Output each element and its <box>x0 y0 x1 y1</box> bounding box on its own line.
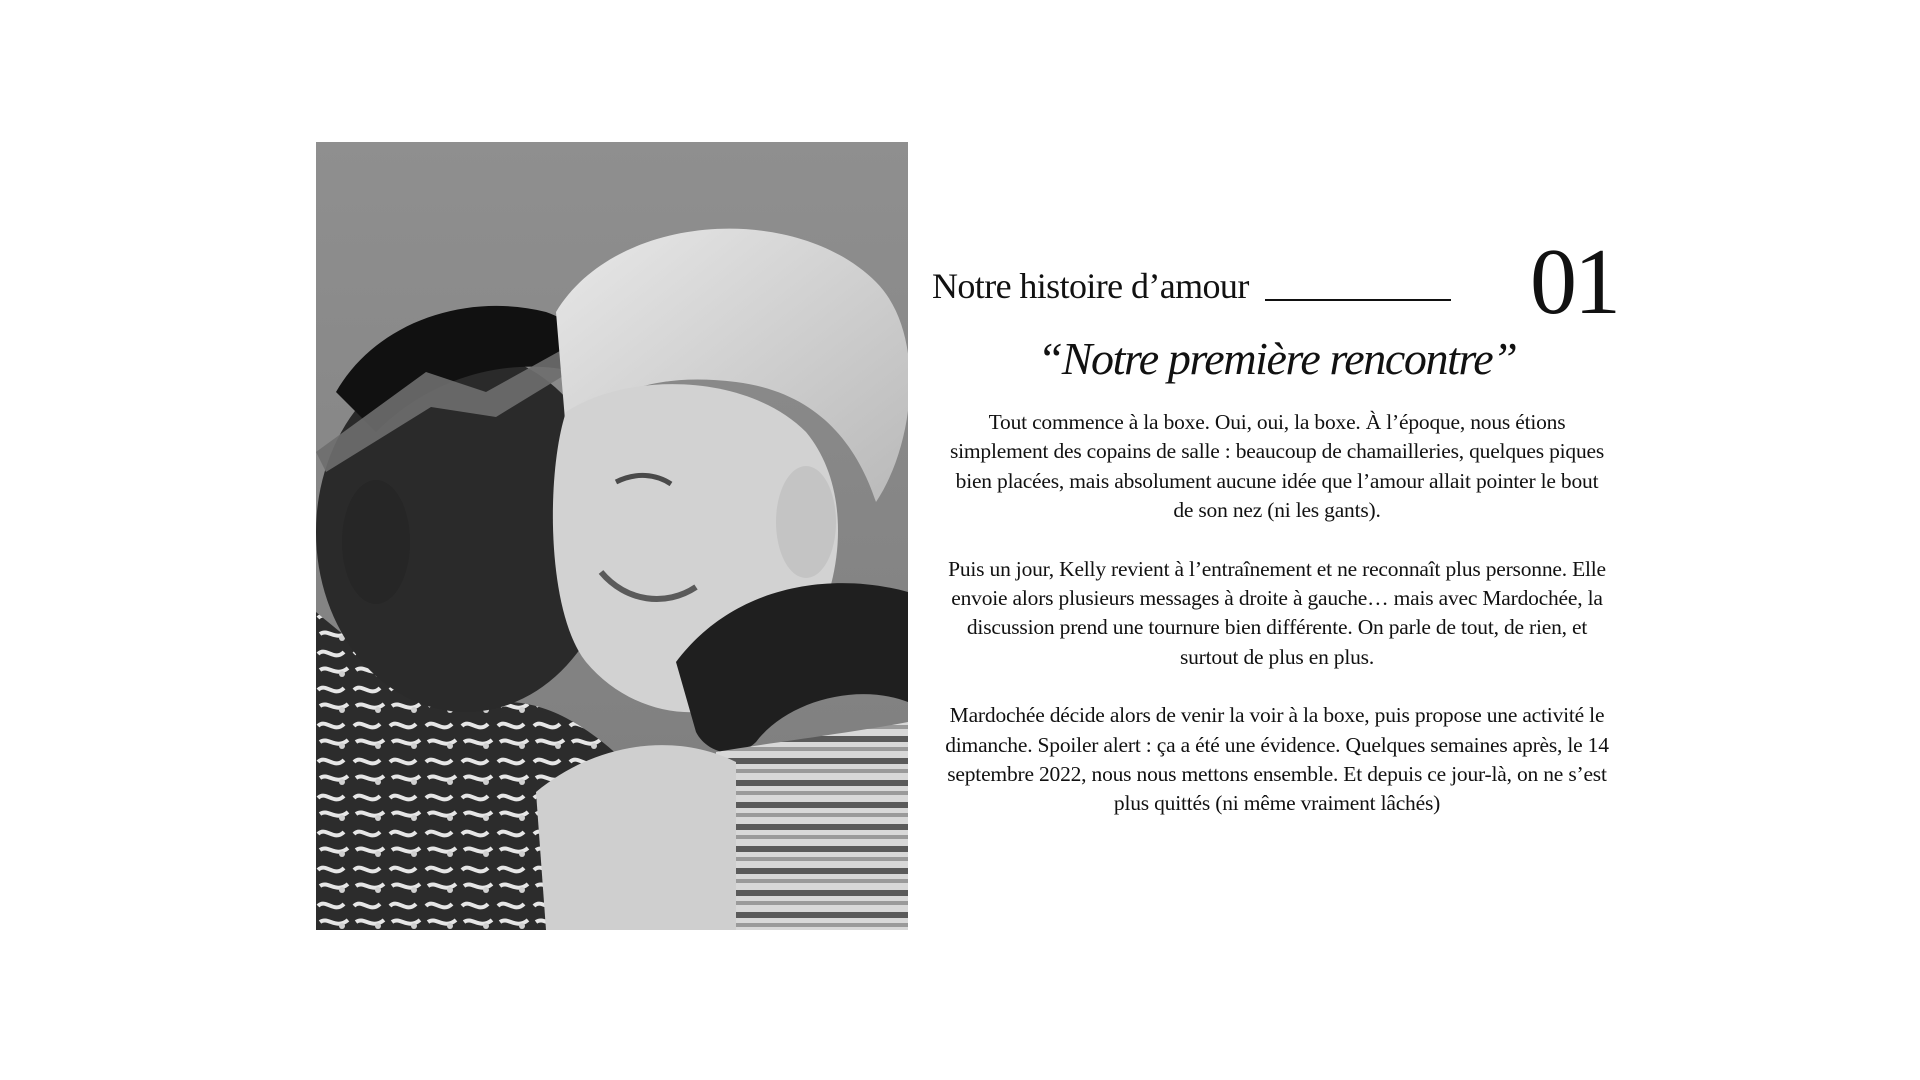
couple-photo <box>316 142 908 930</box>
story-paragraph-3: Mardochée décide alors de venir la voir à la boxe, puis propose une activité le dimanche. Spoiler alert : ça a été une évidence. Quelques semaines après, le 14 septembre 2022, nous nous mettons ensemble. Et depuis ce jour-là, on ne s’est plus quittés (ni même vraiment lâchés) <box>945 703 1609 816</box>
story-paragraph-1: Tout commence à la boxe. Oui, oui, la boxe. À l’époque, nous étions simplement des copains de salle : beaucoup de chamailleries, quelques piques bien placées, mais absolument aucune idée que l’amour allait pointer le bout de son nez (ni les gants). <box>949 410 1605 523</box>
title-divider-line <box>1265 299 1451 301</box>
section-subtitle: “Notre première rencontre” <box>1037 333 1517 384</box>
section-header <box>932 230 1622 336</box>
story-text <box>945 408 1609 848</box>
story-paragraph-2: Puis un jour, Kelly revient à l’entraînement et ne reconnaît plus personne. Elle envoie alors plusieurs messages à droite à gauche… mais avec Mardochée, la discussion prend une tournure bien différente. On parle de tout, de rien, et surtout de plus en plus. <box>948 556 1606 669</box>
couple-photo-illustration <box>316 142 908 930</box>
section-title: Notre histoire d’amour <box>932 266 1249 306</box>
section-number: 01 <box>1530 230 1618 334</box>
